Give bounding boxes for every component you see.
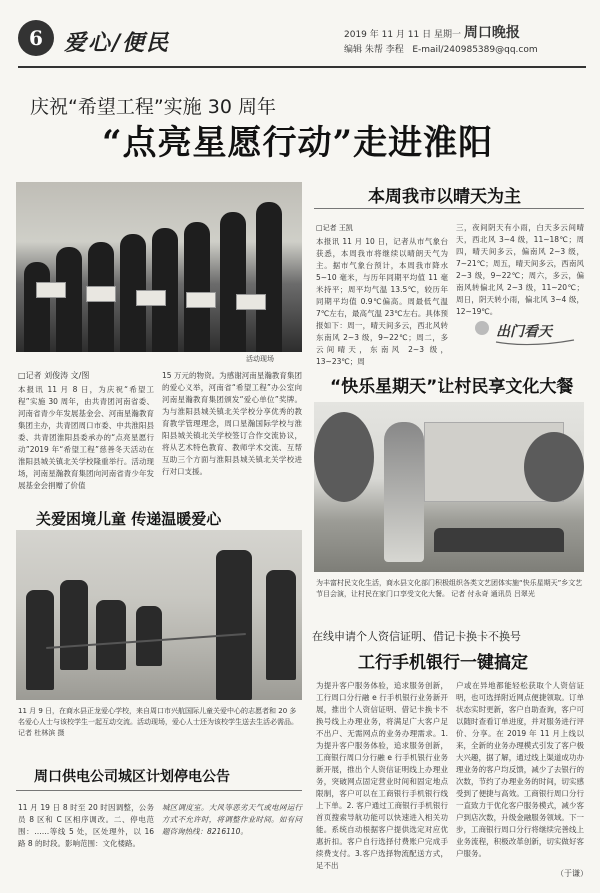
chumen-kantian-badge (470, 312, 580, 348)
bank-body-left: 为提升客户服务体验，追求服务创新，工行周口分行融 e 行手机银行业务新开展，推出个人资信证明、借记卡换卡不换号线上办理业务，将满足广大客户足不出户、无需网点的业务办理需求。1.为提升客户服务体验，追求服务创新，工商银行周口分行融 e 行手机银行业务新开展，推出个人资信证明线上办理业务，突破网点固定营业时间和固定地点限制，客户可以在工商银行手机银行线上下单。2. 客户通过工商银行手机银行首页搜索导航功能可以快速进入相关功能。系统自动根据客户提供选定对应优惠折扣。客户自行选择付费账户完成手续费支付。3.客户选择物流配送方式，足不出 (316, 681, 448, 870)
happy-sunday-title: “快乐星期天”让村民享文化大餐 (330, 377, 574, 397)
happy-sunday-caption: 为丰富村民文化生活，商水县文化部门积极组织各类文艺团体实施“快乐星期天”乡文艺节目会演，让村民在家门口享受文化大餐。 记者 付永奇 通讯员 吕翠光 (316, 579, 583, 598)
lead-photo (16, 182, 302, 352)
header-divider (18, 66, 586, 68)
lead-body-left: 本报讯 11 月 8 日，为庆祝“希望工程”实施 30 周年，由共青团河南省委、河南省青少年发展基金会、河南星瀚教育集团主办，共青团周口市委、中共淮阳县委、共青团淮阳县委承办的“点亮星愿行动”2019 年“希望工程”慈善冬天活动在淮阳县城关镇北关学校隆重举行。活动现场，河南星瀚教育集团向河南省青少年发展基金会捐赠了价值 (18, 385, 154, 490)
weather-divider (314, 208, 584, 209)
care-photo (16, 530, 302, 700)
lead-body-right: 15 万元的物资。为感谢河南星瀚教育集团的爱心义举，河南省“希望工程”办公室向河南星瀚教育集团颁发“爱心单位”奖牌。为与淮阳县城关镇北关学校分享优秀的教育教学管理理念，周口星瀚国际学校与淮阳县城关镇北关学校签订合作交流协议，将从艺术特色教育、教师学术交流、互帮互助三个方面与淮阳县城关镇北关学校进行对口支援。 (162, 371, 302, 476)
power-outage-title: 周口供电公司城区计划停电公告 (34, 769, 230, 785)
editor-line: 编辑 朱帮 李程 (344, 45, 404, 55)
badge-label: 出门看天 (496, 324, 552, 340)
bank-body-right: 户或在异地都能轻松获取个人资信证明，也可选择附近网点便捷领取。订单状态实时更新，客户自助查询，客户可以随时查看订单进度，并对服务进行评价、分享。在 2019 年 11 月上线以来，全新的业务办理模式引发了客户极大兴趣，据了解，通过线上渠道成功办理业务的客户均反馈，减少了去银行的次数，节约了办理业务的时间，切实感受到了便捷与高效。工商银行周口分行一直致力于优化客户服务模式，减少客户到店次数，升级金融服务领域。下一步，工商银行周口分行将继续完善线上业务流程，积极改革创新，切实做好客户服务。 (456, 681, 584, 858)
weather-title: 本周我市以晴天为主 (368, 187, 521, 207)
lead-headline: “点亮星愿行动”走进淮阳 (102, 123, 494, 163)
lead-photo-caption: 活动现场 (246, 355, 274, 363)
bank-title: 工行手机银行一键搞定 (358, 653, 528, 673)
page-number: 6 (18, 20, 54, 56)
weather-body-right: 三，夜间阴天有小雨，白天多云间晴天，西北风 3~4 级，11~18℃；周四，晴天间多云，偏南风 2~3 级，7~21℃；周五，晴天间多云，西南风 2~3 级，9~22℃；周六，多云，偏南风转偏北风 2~3 级，11~20℃；周日，阴天转小雨，偏北风 3~4 级，12~19℃。 (456, 223, 584, 316)
care-caption: 11 月 9 日，在商水县正龙爱心学校，来自周口市兴航国际儿童关爱中心的志愿者和 20 多名爱心人士与该校学生一起互动交流。活动现场，爱心人士还为该校学生送去生活必需品。 记者 杜林滨 摄 (18, 707, 298, 737)
masthead-logo: 周口晚报 (463, 25, 520, 41)
masthead-info (344, 26, 584, 58)
weather-byline: □记者 王凯 (316, 224, 353, 232)
weather-body-left: 本报讯 11 月 10 日，记者从市气象台获悉，本周我市将继续以晴朗天气为主。据市气象台预计，本周我市降水 5~10 毫米，与历年同期平均值 11 毫米持平；周平均气温 13.5℃，较历年同期平均值 0.9℃偏高。周最低气温 7℃左右，最高气温 23℃左右。具体预报如下：周一，晴天间多云，西北风转东南风 2~3 级，9~22℃；周二，多云间晴天，东南风 2~3 级，13~23℃；周 (316, 237, 448, 366)
care-title: 关爱困境儿童 传递温暖爱心 (36, 510, 222, 528)
power-divider (16, 790, 302, 791)
lead-kicker: 庆祝“希望工程”实施 30 周年 (30, 96, 276, 118)
lead-byline: □记者 刘俊涛 文/图 (18, 371, 90, 380)
bank-end-note: （于谦） (556, 869, 588, 878)
happy-sunday-photo (314, 402, 584, 572)
power-body-right: 城区调度室。大风等恶劣天气或电网运行方式不允许时，将调整作业时间。如有问题咨询热线：8216110。 (162, 803, 302, 836)
sun-icon (475, 321, 489, 335)
email-line: E-mail/240985389@qq.com (412, 45, 538, 55)
power-body-left: 11 月 19 日 8 时至 20 时因调整，公务员 8 区和 C 区相序调改。二、停电范围：……等线 5 处，区处理外，以 16 路 8 的时段。影响范围：文化楼路。 (18, 803, 154, 848)
section-title: 爱心/便民 (64, 30, 171, 56)
bank-kicker: 在线申请个人资信证明、借记卡换卡不换号 (312, 630, 521, 643)
page-header (0, 0, 600, 70)
date-line: 2019 年 11 月 11 日 星期一 (344, 30, 461, 40)
